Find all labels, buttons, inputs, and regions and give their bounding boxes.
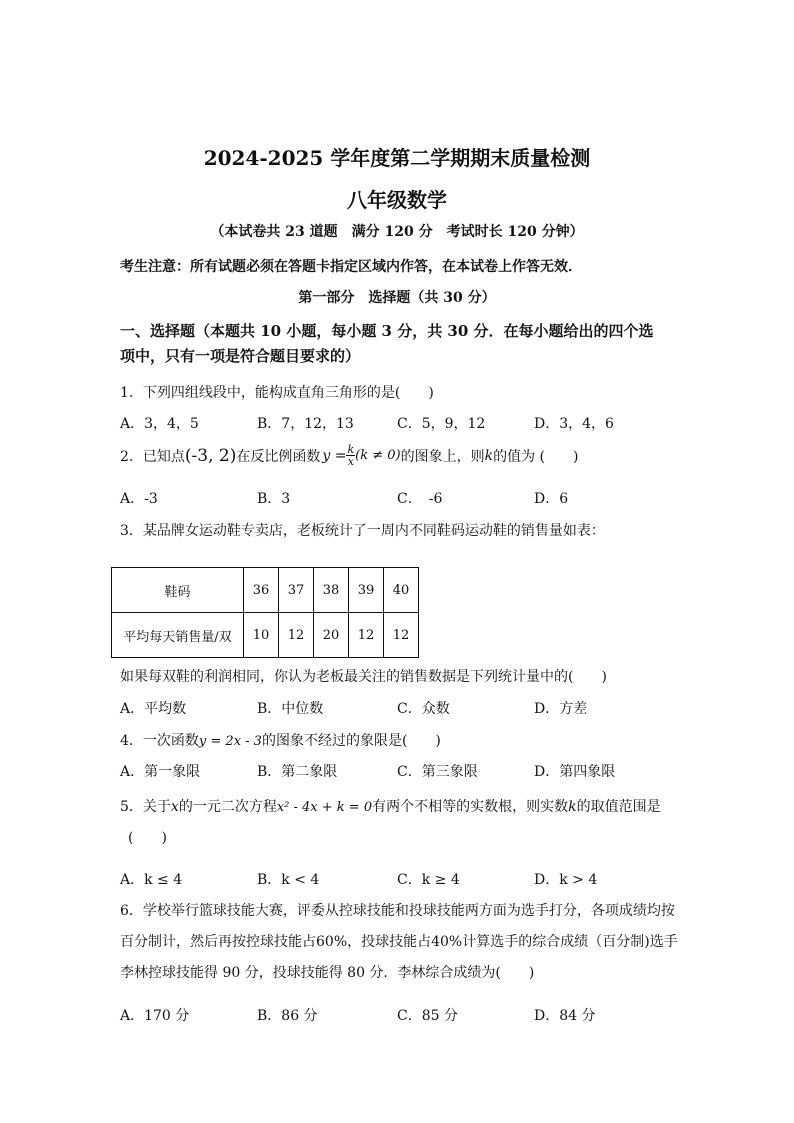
question-6-line3: 李林控球技能得 90 分，投球技能得 80 分．李林综合成绩为( ) xyxy=(120,965,535,981)
q4-option-b: B．第二象限 xyxy=(257,764,338,780)
q6-option-d: D．84 分 xyxy=(534,1008,596,1024)
q4-option-d: D．第四象限 xyxy=(534,764,616,780)
q5-var-x: x xyxy=(170,799,179,815)
table-cell-size: 36 xyxy=(244,568,279,613)
q3-option-d: D．方差 xyxy=(534,701,588,717)
part-heading: 第一部分 选择题（共 30 分） xyxy=(298,290,496,306)
question-4-stem xyxy=(120,730,441,750)
table-cell-size: 39 xyxy=(349,568,384,613)
q2-mid: 在反比例函数 xyxy=(236,448,321,465)
table-cell-sales: 12 xyxy=(384,613,419,658)
q6-option-c: C．85 分 xyxy=(397,1008,458,1024)
table-cell-size: 37 xyxy=(279,568,314,613)
q5-post: 有两个不相等的实数根，则实数 xyxy=(372,799,569,815)
q5-option-d: D．k > 4 xyxy=(534,872,598,888)
question-1-stem: 1．下列四组线段中，能构成直角三角形的是( ) xyxy=(120,385,434,401)
question-3-stem: 3．某品牌女运动鞋专卖店，老板统计了一周内不同鞋码运动鞋的销售量如表： xyxy=(120,523,605,539)
table-cell-sales: 12 xyxy=(279,613,314,658)
q2-condition: (k ≠ 0) xyxy=(355,448,401,463)
q4-post: 的图象不经过的象限是( ) xyxy=(261,733,441,749)
q1-option-c: C．5，9，12 xyxy=(397,416,486,432)
section-heading-line2: 项中，只有一项是符合题目要求的） xyxy=(120,347,361,365)
q5-pre: 5．关于 xyxy=(120,799,171,815)
exam-info: （本试卷共 23 道题 满分 120 分 考试时长 120 分钟） xyxy=(210,224,584,240)
q2-end: 的值为 ( ) xyxy=(493,448,579,465)
q4-pre: 4．一次函数 xyxy=(120,733,199,749)
q2-option-b: B．3 xyxy=(257,491,291,507)
q4-function: y = 2x - 3 xyxy=(198,734,262,749)
q5-var-k: k xyxy=(568,799,577,815)
q5-option-c: C．k ≥ 4 xyxy=(397,872,460,888)
section-heading-line1: 一、选择题（本题共 10 小题，每小题 3 分，共 30 分．在每小题给出的四个选 xyxy=(120,322,654,340)
table-row-sizes xyxy=(112,568,419,613)
table-header-sales: 平均每天销售量/双 xyxy=(112,613,244,658)
exam-notice: 考生注意：所有试题必须在答题卡指定区域内作答，在本试卷上作答无效． xyxy=(120,259,582,275)
q2-var: k xyxy=(484,447,494,464)
q2-option-a: A．-3 xyxy=(120,491,158,507)
q3-option-b: B．中位数 xyxy=(257,701,324,717)
q2-func-lhs: y = xyxy=(322,447,347,464)
table-cell-size: 38 xyxy=(314,568,349,613)
q5-equation: x² - 4x + k = 0 xyxy=(276,800,373,815)
q2-frac-den: x xyxy=(347,455,354,468)
table-cell-sales: 20 xyxy=(314,613,349,658)
q5-mid: 的一元二次方程 xyxy=(178,799,277,815)
q6-option-a: A．170 分 xyxy=(120,1008,190,1024)
q5-answer-paren: ( ) xyxy=(128,830,167,846)
q3-option-a: A．平均数 xyxy=(120,701,187,717)
q2-frac-num: k xyxy=(347,443,355,456)
q1-option-a: A．3，4，5 xyxy=(120,416,199,432)
q4-option-c: C．第三象限 xyxy=(397,764,478,780)
q2-option-c: C． -6 xyxy=(397,491,443,507)
q2-pre: 2．已知点 xyxy=(120,448,185,465)
question-2-stem xyxy=(120,444,578,467)
q4-option-a: A．第一象限 xyxy=(120,764,201,780)
table-header-size: 鞋码 xyxy=(112,568,244,613)
q1-option-b: B．7，12，13 xyxy=(257,416,354,432)
table-row-sales xyxy=(112,613,419,658)
q2-post: 的图象上，则 xyxy=(400,448,485,465)
q5-end: 的取值范围是 xyxy=(576,799,661,815)
q5-option-a: A．k ≤ 4 xyxy=(120,872,183,888)
question-5-stem xyxy=(120,796,661,816)
table-cell-size: 40 xyxy=(384,568,419,613)
q2-point: (-3, 2) xyxy=(184,445,237,466)
table-cell-sales: 10 xyxy=(244,613,279,658)
q6-option-b: B．86 分 xyxy=(257,1008,318,1024)
sales-table xyxy=(111,567,419,658)
question-6-line2: 百分制计，然后再按控球技能占60%，投球技能占40%计算选手的综合成绩（百分制)选手 xyxy=(120,934,678,950)
table-cell-sales: 12 xyxy=(349,613,384,658)
exam-subtitle: 八年级数学 xyxy=(347,188,447,212)
q2-fraction xyxy=(346,444,355,467)
q1-option-d: D．3，4，6 xyxy=(534,416,614,432)
question-6-line1: 6．学校举行篮球技能大赛，评委从控球技能和投球技能两方面为选手打分，各项成绩均按 xyxy=(120,903,675,919)
question-3-followup: 如果每双鞋的利润相同，你认为老板最关注的销售数据是下列统计量中的( ) xyxy=(120,669,607,685)
exam-title: 2024-2025 学年度第二学期期末质量检测 xyxy=(203,146,591,170)
q2-option-d: D．6 xyxy=(534,491,569,507)
q5-option-b: B．k < 4 xyxy=(257,872,320,888)
q3-option-c: C．众数 xyxy=(397,701,450,717)
